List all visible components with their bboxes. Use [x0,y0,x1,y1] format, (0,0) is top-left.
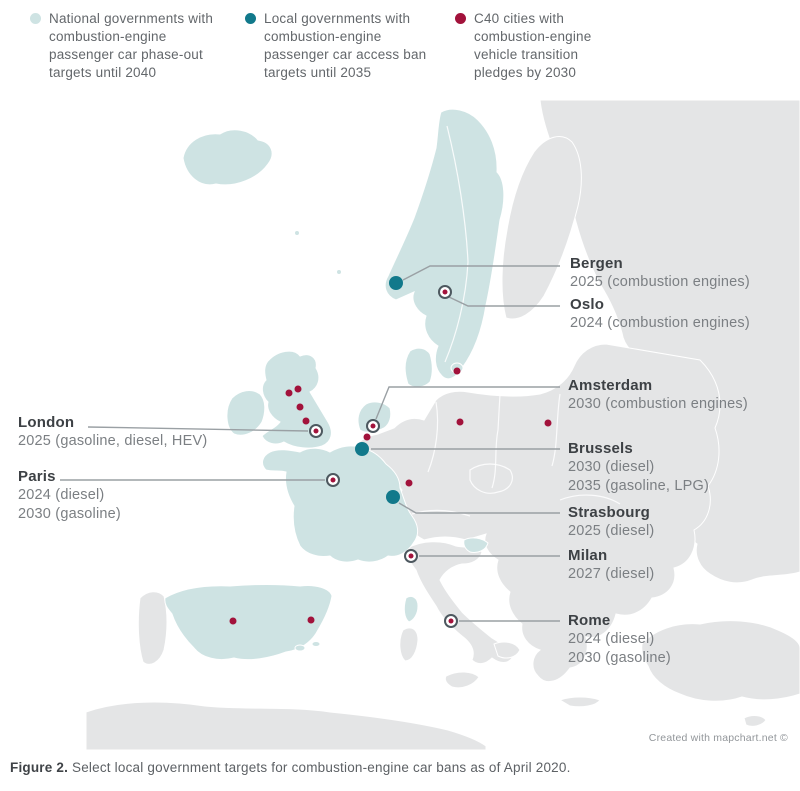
city-label-strasbourg [568,504,654,541]
c40-dot-core-icon [443,290,448,295]
city-detail: 2030 (combustion engines) [568,396,748,412]
city-name: Amsterdam [568,377,653,394]
city-detail: 2035 (gasoline, LPG) [568,478,710,494]
city-detail: 2025 (combustion engines) [570,274,750,290]
city-detail: 2030 (diesel) [568,459,655,475]
c40-dot-core-icon [371,424,376,429]
leader-line-strasbourg [399,503,560,513]
legend-item-national [30,10,230,82]
city-name: London [18,414,75,431]
city-detail: 2027 (diesel) [568,566,655,582]
figure-caption-prefix: Figure 2. [10,760,69,775]
city-dot-oslo [438,285,452,299]
c40-pledge-dot [295,386,302,393]
city-detail: 2024 (combustion engines) [570,315,750,331]
city-name: Bergen [570,255,623,272]
leader-line-amsterdam [376,387,560,419]
figure-caption [10,760,790,775]
city-name: Oslo [570,296,605,313]
c40-dot-core-icon [331,478,336,483]
leader-line-bergen [403,266,560,280]
city-detail: 2025 (diesel) [568,523,655,539]
city-name: Brussels [568,440,633,457]
city-dot-milan [404,549,418,563]
city-dot-brussels [355,442,369,456]
city-dot-london [309,424,323,438]
city-dot-bergen [389,276,403,290]
city-name: Paris [18,468,56,485]
city-label-paris [18,468,121,524]
city-dot-strasbourg [386,490,400,504]
city-label-london [18,414,207,451]
c40-pledge-dot [545,420,552,427]
legend-item-c40 [455,10,630,82]
c40-pledge-dot [303,418,310,425]
city-dot-amsterdam [366,419,380,433]
city-detail: 2024 (diesel) [18,487,105,503]
city-label-bergen [570,255,750,292]
city-name: Rome [568,612,611,629]
c40-pledge-dot [286,390,293,397]
c40-dot-core-icon [449,619,454,624]
city-detail: 2024 (diesel) [568,631,655,647]
c40-pledge-dot [454,368,461,375]
city-name: Milan [568,547,608,564]
c40-pledge-dot [457,419,464,426]
legend-item-local [245,10,445,82]
figure-caption-text: Select local government targets for combustion-engine car bans as of April 2020. [68,760,571,775]
c40-legend-dot-icon [455,13,466,24]
legend-label-local: Local governments with combustion-engine passenger car access ban targets until 2035 [264,11,427,80]
city-label-rome [568,612,671,668]
national-legend-dot-icon [30,13,41,24]
city-detail: 2030 (gasoline) [568,650,671,666]
c40-pledge-dot [406,480,413,487]
c40-pledge-dot [364,434,371,441]
legend-label-national: National governments with combustion-engine passenger car phase-out targets until 2040 [49,11,214,80]
c40-pledge-dot [297,404,304,411]
city-detail: 2030 (gasoline) [18,506,121,522]
mapchart-credit: Created with mapchart.net © [648,732,788,744]
c40-dot-core-icon [314,429,319,434]
local-legend-dot-icon [245,13,256,24]
city-label-amsterdam [568,377,748,414]
leader-line-oslo [449,297,560,306]
city-label-milan [568,547,654,584]
c40-pledge-dot [230,618,237,625]
c40-pledge-dot [308,617,315,624]
c40-dot-core-icon [409,554,414,559]
legend-label-c40: C40 cities with combustion-engine vehicle transition pledges by 2030 [474,11,592,80]
city-label-oslo [570,296,750,333]
city-dot-rome [444,614,458,628]
city-dot-paris [326,473,340,487]
city-detail: 2025 (gasoline, diesel, HEV) [18,433,208,449]
city-name: Strasbourg [568,504,651,521]
city-label-brussels [568,440,709,496]
